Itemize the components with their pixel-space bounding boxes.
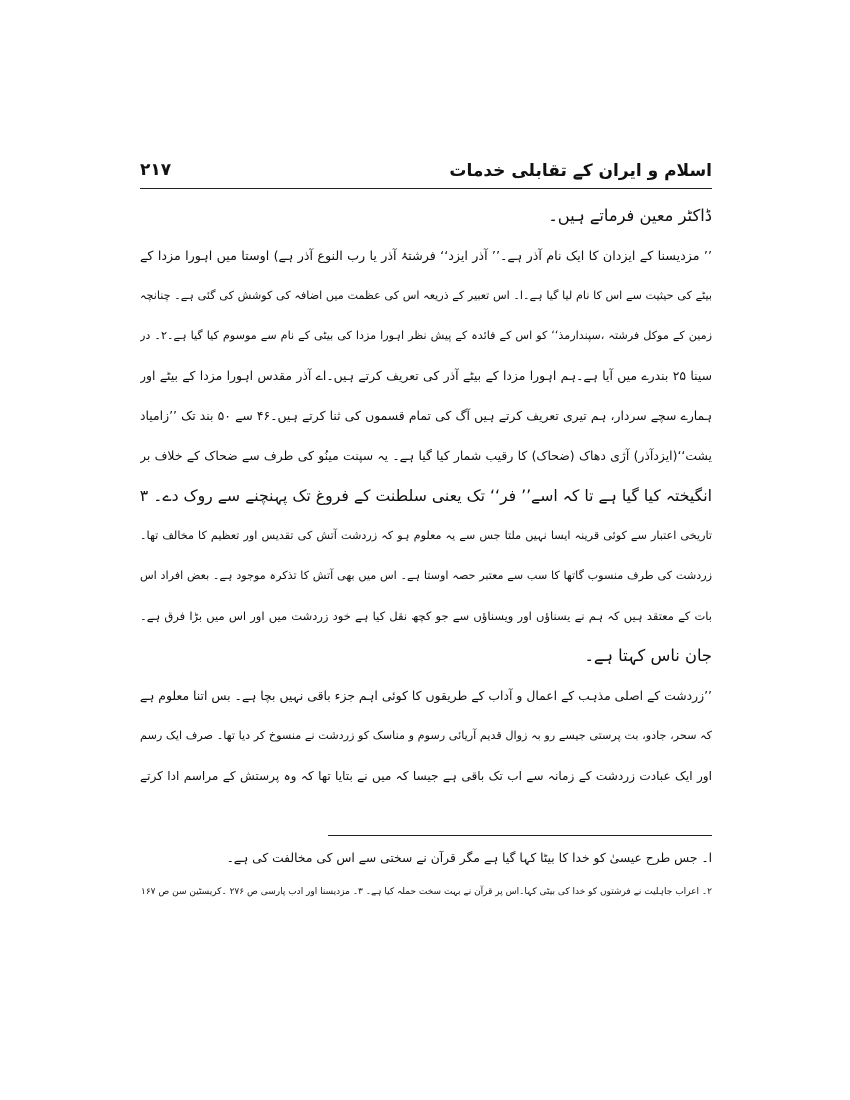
footnote-rule: [328, 835, 712, 836]
body-line: یشت‘‘(ایزدآذر) آژی دھاک (ضحاک) کا رقیب شمار کیا گیا ہے۔ یہ سپنت مینُو کی طرف سے ضحاک کے خلاف بر: [140, 448, 712, 463]
body-line: بیٹے کی حیثیت سے اس کا نام لیا گیا ہے۔ا۔ اس تعبیر کے ذریعہ اس کی عظمت میں اضافہ کی کوشش کی گئی ہے۔ چنانچہ: [140, 289, 712, 302]
header-rule: [140, 188, 712, 189]
body-line: بات کے معتقد ہیں کہ ہم نے یسناؤں اور ویسناؤں سے جو کچھ نقل کیا ہے خود زردشت میں اور اس میں بڑا فرق ہے۔: [140, 609, 712, 623]
body-line: ’’ مزدیسنا کے ایزدان کا ایک نام آذر ہے۔’’ آذر ایزد‘‘ فرشتۂ آذر یا رب النوع آذر ہے) اوستا میں اہورا مزدا کے: [140, 248, 712, 263]
body-line: جان ناس کہتا ہے۔: [584, 646, 712, 665]
page-number: ۲۱۷: [140, 160, 172, 180]
body-line: ہمارے سچے سردار، ہم تیری تعریف کرتے ہیں آگ کی تمام قسموں کی ثنا کرتے ہیں۔۴۶ سے ۵۰ بند تک ’’زامیاد: [140, 408, 712, 423]
body-line: سینا ۲۵ بندرے میں آیا ہے۔ہم اہورا مزدا کے بیٹے آذر کی تعریف کرتے ہیں۔اے آذر مقدس اہورا مزدا کے بیٹے اور: [140, 368, 712, 383]
body-line: ڈاکٹر معین فرماتے ہیں۔: [548, 206, 712, 225]
footnote: ۲۔ اعراب جاہلیت نے فرشتوں کو خدا کی بیٹی کہا۔اس پر قرآن نے بہت سخت حملہ کیا ہے۔ ۳۔ مزدیسنا اور ادب پارسی ص ۲۷۶ ۔کریسٹین سن ص ۱۶۷: [141, 887, 712, 897]
body-line: کہ سحر، جادو، بت پرستی جیسے رو بہ زوال قدیم آریائی رسوم و مناسک کو زردشت نے منسوخ کر دیا تھا۔ صرف ایک رسم: [140, 729, 712, 742]
body-line: زردشت کی طرف منسوب گاتھا کا سب سے معتبر حصہ اوستا ہے۔ اس میں بھی آتش کا تذکرہ موجود ہے۔ بعض افراد اس: [140, 569, 712, 582]
footnote: ا۔ جس طرح عیسیٰ کو خدا کا بیٹا کہا گیا ہے مگر قرآن نے سختی سے اس کی مخالفت کی ہے۔: [226, 851, 712, 865]
body-line: ’’زردشت کے اصلی مذہب کے اعمال و آداب کے طریقوں کا کوئی اہم جزء باقی نہیں بچا ہے۔ بس اتنا معلوم ہے: [140, 688, 712, 703]
body-line: انگیختہ کیا گیا ہے تا کہ اسے’’ فر‘‘ تک یعنی سلطنت کے فروغ تک پہنچنے سے روک دے۔ ۳: [140, 486, 712, 505]
page-header: [140, 158, 712, 188]
body-line: زمین کے موکل فرشتہ ،سپندارمذ‘‘ کو اس کے فائدہ کے پیش نظر اہورا مزدا کی بیٹی کے نام سے موسوم کیا گیا ہے۔۲۔ در: [140, 329, 712, 342]
body-line: تاریخی اعتبار سے کوئی قرینہ ایسا نہیں ملتا جس سے یہ معلوم ہو کہ زردشت آتش کی تقدیس اور تعظیم کا مخالف تھا۔: [140, 529, 712, 542]
body-line: اور ایک عبادت زردشت کے زمانہ سے اب تک باقی ہے جیسا کہ میں نے بتایا تھا کہ وہ پرستش کے مراسم ادا کرتے: [140, 769, 712, 783]
running-title: اسلام و ایران کے تقابلی خدمات: [449, 161, 712, 181]
